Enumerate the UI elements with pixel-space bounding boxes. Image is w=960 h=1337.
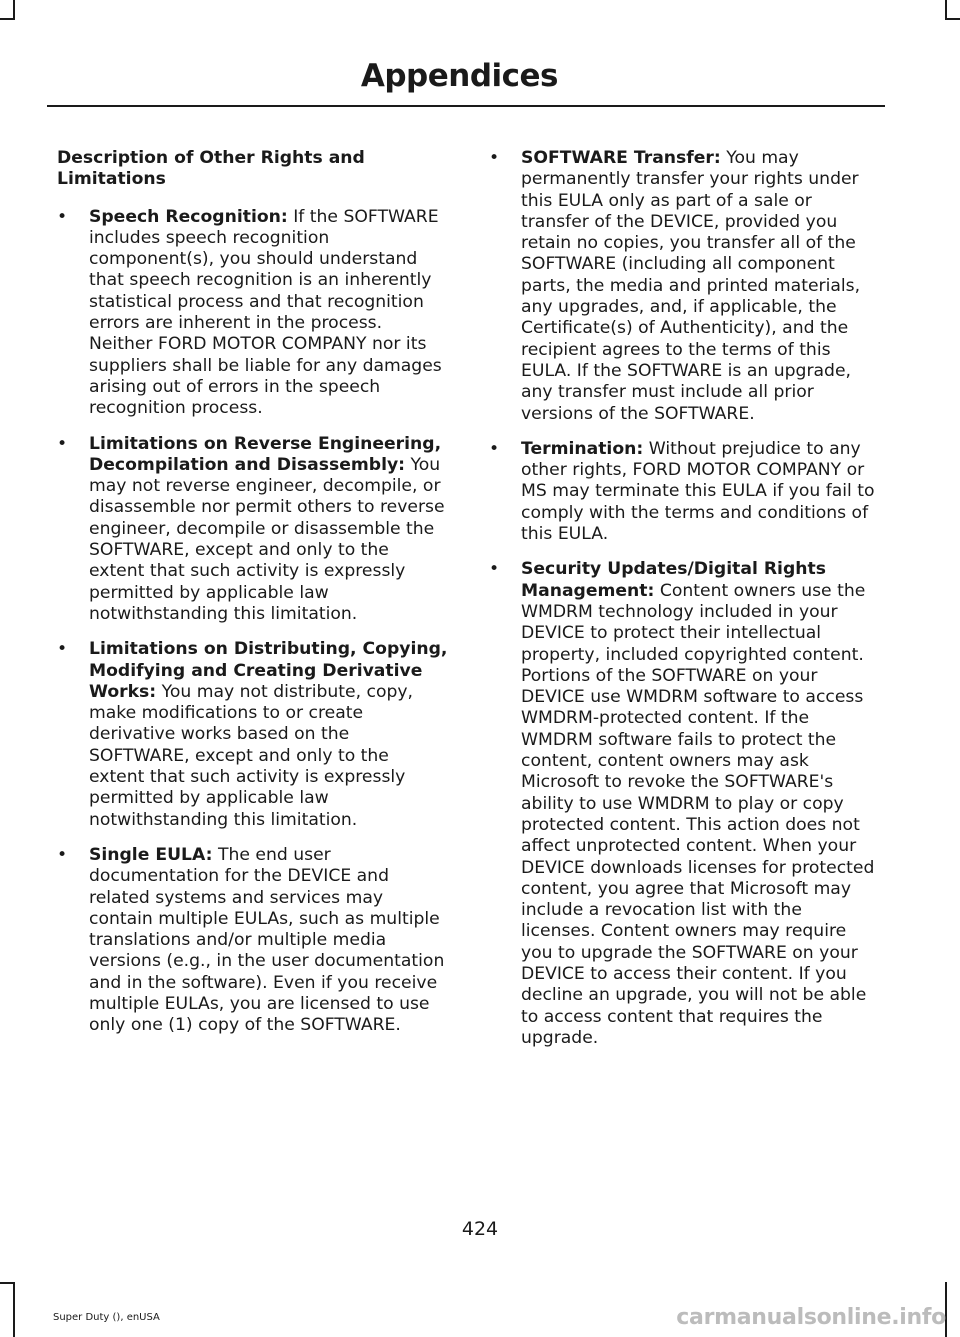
bullet-icon: • <box>489 438 500 459</box>
item-term: Limitations on Distributing, Copying, Modifying and Creating Derivative Works: <box>89 639 448 702</box>
left-column <box>57 148 449 1051</box>
watermark: carmanualsonline.info <box>676 1305 946 1330</box>
item-text: The end user documentation for the DEVICE and related systems and services may contain multiple EULAs, such as multiple translations and/or multiple media versions (e.g., in the user documentation and in the software). Even if you receive multiple EULAs, you are licensed to use only one (1) copy of the SOFTWARE. <box>89 844 445 1036</box>
item-term: Termination: <box>521 438 644 459</box>
right-bullet-list <box>489 148 881 1049</box>
item-text: You may not distribute, copy, make modifications to or create derivative works based on the SOFTWARE, except and only to the extent that such activity is expressly permitted by applicable law notwithstanding this limitation. <box>89 681 414 830</box>
page-number: 424 <box>461 1218 499 1240</box>
bullet-icon: • <box>57 206 68 227</box>
item-text: You may permanently transfer your rights under this EULA only as part of a sale or transfer of the DEVICE, provided you retain no copies, you transfer all of the SOFTWARE (including all component parts, the media and printed materials, any upgrades, and, if applicable, the Certificate(s) of Authenticity), and the recipient agrees to the terms of this EULA. If the SOFTWARE is an upgrade, any transfer must include all prior versions of the SOFTWARE. <box>521 148 861 424</box>
left-bullet-list <box>57 207 449 1037</box>
crop-mark-top-left-v <box>13 0 15 20</box>
item-term: Single EULA: <box>89 844 213 865</box>
list-item <box>489 439 881 545</box>
list-item <box>57 639 449 831</box>
header-divider <box>47 105 885 107</box>
item-text: You may not reverse engineer, decompile, or disassemble nor permit others to reverse engineer, decompile or disassemble the SOFTWARE, except and only to the extent that such activity is expressly permitted by applicable law notwithstanding this limitation. <box>89 454 445 624</box>
item-term: Security Updates/Digital Rights Management: <box>521 559 826 601</box>
item-term: Speech Recognition: <box>89 206 288 227</box>
right-column <box>489 148 881 1063</box>
bullet-icon: • <box>57 844 68 865</box>
crop-mark-bottom-left-h <box>0 1282 15 1284</box>
crop-mark-top-left-h <box>0 18 15 20</box>
item-text: Without prejudice to any other rights, FORD MOTOR COMPANY or MS may terminate this EULA if you fail to comply with the terms and conditions of this EULA. <box>521 438 875 545</box>
item-term: SOFTWARE Transfer: <box>521 148 721 168</box>
list-item <box>57 434 449 626</box>
crop-mark-top-right-v <box>945 0 947 20</box>
crop-mark-bottom-left-v <box>13 1282 15 1337</box>
list-item <box>57 845 449 1037</box>
crop-mark-top-right-h <box>945 18 960 20</box>
bullet-icon: • <box>489 148 500 168</box>
item-text: Content owners use the WMDRM technology included in your DEVICE to protect their intellectual property, included copyrighted content. Portions of the SOFTWARE on your DEVICE use WMDRM software to access WMDRM-protected content. If the WMDRM software fails to protect the content, content owners may ask Microsoft to revoke the SOFTWARE's ability to use WMDRM to play or copy protected content. This action does not affect unprotected content. When your DEVICE downloads licenses for protected content, you agree that Microsoft may include a revocation list with the licenses. Content owners may require you to upgrade the SOFTWARE on your DEVICE to access their content. If you decline an upgrade, you will not be able to access content that requires the upgrade. <box>521 580 875 1048</box>
footer-text: Super Duty (), enUSA <box>53 1312 160 1323</box>
page-title: Appendices <box>360 58 558 94</box>
list-item <box>489 148 881 425</box>
bullet-icon: • <box>57 639 68 660</box>
item-term: Limitations on Reverse Engineering, Decompilation and Disassembly: <box>89 433 442 475</box>
list-item <box>57 207 449 420</box>
item-text: If the SOFTWARE includes speech recognition component(s), you should understand that speech recognition is an inherently statistical process and that recognition errors are inherent in the process. Neither FORD MOTOR COMPANY nor its suppliers shall be liable for any damages arising out of errors in the speech recognition process. <box>89 206 442 419</box>
bullet-icon: • <box>57 433 68 454</box>
list-item <box>489 559 881 1049</box>
section-heading: Description of Other Rights and Limitations <box>57 148 365 190</box>
bullet-icon: • <box>489 559 500 580</box>
